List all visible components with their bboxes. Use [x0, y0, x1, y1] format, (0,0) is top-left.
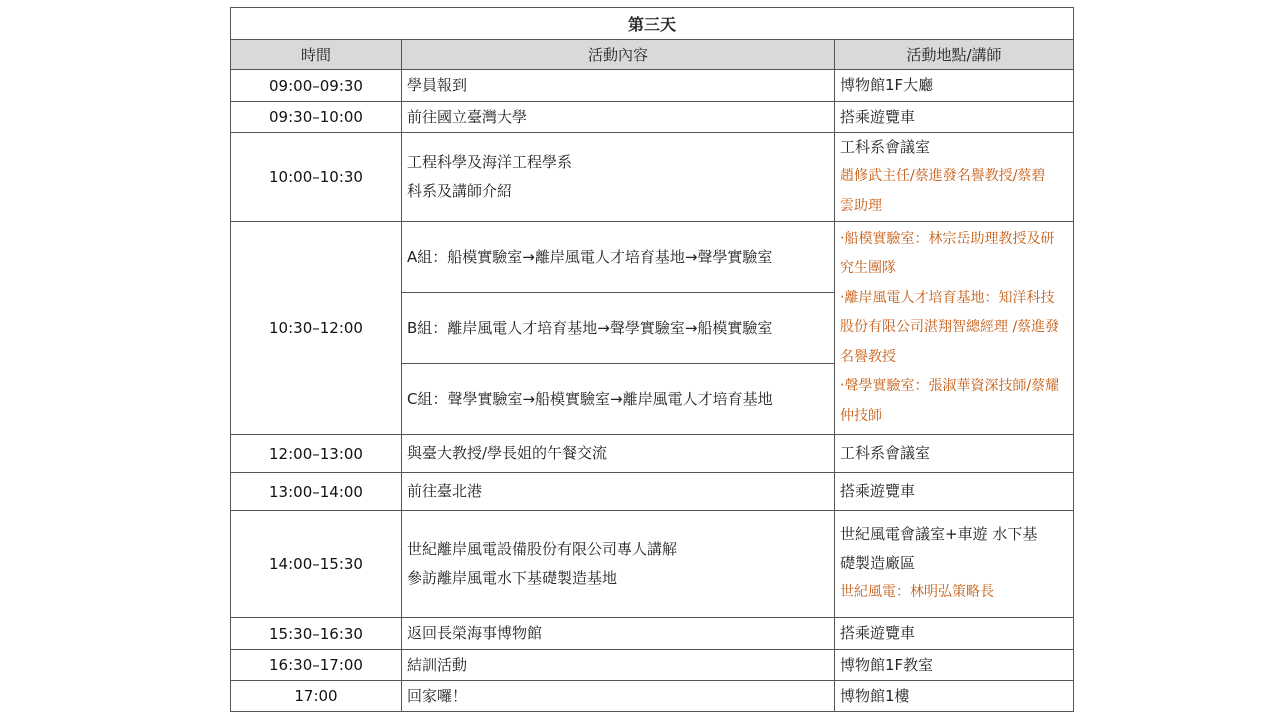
activity-cell [402, 650, 835, 681]
group-route-text: A組：船模實驗室→離岸風電人才培育基地→聲學實驗室 [407, 247, 773, 266]
location-cell [835, 222, 1074, 435]
activity-text: 學員報到 [407, 76, 468, 94]
schedule-row [231, 618, 1074, 650]
schedule-row [231, 435, 1074, 473]
activity-cell [402, 681, 835, 712]
schedule-row [231, 511, 1074, 618]
activity-text: 與臺大教授/學長姐的午餐交流 [407, 444, 608, 462]
activity-cell [402, 133, 835, 222]
location-cell [835, 681, 1074, 712]
lecturer-text: 雲助理 [840, 197, 882, 214]
lecturer-text: ‧船模實驗室：林宗岳助理教授及研 [840, 230, 1055, 247]
group-route-text: B組：離岸風電人才培育基地→聲學實驗室→船模實驗室 [407, 318, 773, 337]
activity-cell [402, 435, 835, 473]
lecturer-text: 股份有限公司湛翔智總經理 /蔡進發 [840, 319, 1060, 336]
activity-text: 回家囉！ [407, 686, 468, 705]
location-cell [835, 435, 1074, 473]
location-cell [835, 133, 1074, 222]
lecturer-text: 趙修武主任/蔡進發名譽教授/蔡碧 [840, 168, 1046, 184]
time-cell: 10:00–10:30 [231, 133, 402, 222]
location-text: 博物館1樓 [840, 686, 910, 705]
schedule-row [231, 222, 1074, 293]
time-cell: 09:00–09:30 [231, 70, 402, 102]
day-title: 第三天 [231, 8, 1074, 40]
lecturer-text: ‧離岸風電人才培育基地：知洋科技 [840, 289, 1055, 306]
location-text: 博物館1F大廳 [840, 76, 934, 94]
header-time: 時間 [231, 40, 402, 70]
schedule-row [231, 102, 1074, 133]
location-cell [835, 511, 1074, 618]
location-cell [835, 618, 1074, 650]
schedule-row [231, 681, 1074, 712]
activity-text: 返回長榮海事博物館 [407, 624, 543, 642]
schedule-row [231, 650, 1074, 681]
activity-cell [402, 618, 835, 650]
activity-text: 工程科學及海洋工程學系 [407, 153, 573, 171]
location-text: 礎製造廠區 [840, 554, 916, 573]
time-cell: 15:30–16:30 [231, 618, 402, 650]
schedule-row [231, 473, 1074, 511]
location-text: 工科系會議室 [840, 138, 931, 156]
time-cell: 14:00–15:30 [231, 511, 402, 618]
activity-text: 前往臺北港 [407, 482, 483, 500]
schedule-row [231, 133, 1074, 222]
group-b-cell [402, 293, 835, 364]
activity-text: 前往國立臺灣大學 [407, 107, 528, 126]
header-activity: 活動內容 [402, 40, 835, 70]
location-text: 世紀風電會議室+車遊 水下基 [840, 525, 1038, 544]
activity-cell [402, 70, 835, 102]
time-cell: 12:00–13:00 [231, 435, 402, 473]
location-text: 搭乘遊覽車 [840, 482, 916, 500]
location-cell [835, 102, 1074, 133]
lecturer-text: 仲技師 [840, 407, 882, 424]
time-cell: 10:30–12:00 [231, 222, 402, 435]
activity-cell [402, 511, 835, 618]
location-cell [835, 70, 1074, 102]
time-cell: 09:30–10:00 [231, 102, 402, 133]
activity-text: 結訓活動 [407, 655, 468, 674]
location-text: 搭乘遊覽車 [840, 624, 916, 642]
activity-text: 參訪離岸風電水下基礎製造基地 [407, 569, 618, 587]
lecturer-text: 世紀風電：林明弘策略長 [840, 584, 994, 601]
header-location: 活動地點/講師 [835, 40, 1074, 70]
lecturer-text: 名譽教授 [840, 348, 896, 365]
lecturer-text: ‧聲學實驗室：張淑華資深技師/蔡耀 [840, 378, 1060, 395]
lecturer-text: 究生團隊 [840, 260, 896, 277]
group-c-cell [402, 364, 835, 435]
time-cell: 13:00–14:00 [231, 473, 402, 511]
location-text: 搭乘遊覽車 [840, 107, 916, 126]
activity-cell [402, 102, 835, 133]
group-route-text: C組：聲學實驗室→船模實驗室→離岸風電人才培育基地 [407, 389, 773, 408]
schedule-table [230, 7, 1074, 712]
activity-cell [402, 473, 835, 511]
activity-text: 世紀離岸風電設備股份有限公司專人講解 [407, 540, 678, 558]
location-cell [835, 473, 1074, 511]
group-a-cell [402, 222, 835, 293]
time-cell: 16:30–17:00 [231, 650, 402, 681]
location-text: 博物館1F教室 [840, 655, 934, 674]
schedule-row [231, 70, 1074, 102]
time-cell: 17:00 [231, 681, 402, 712]
activity-text: 科系及講師介紹 [407, 182, 513, 200]
location-text: 工科系會議室 [840, 444, 931, 462]
location-cell [835, 650, 1074, 681]
